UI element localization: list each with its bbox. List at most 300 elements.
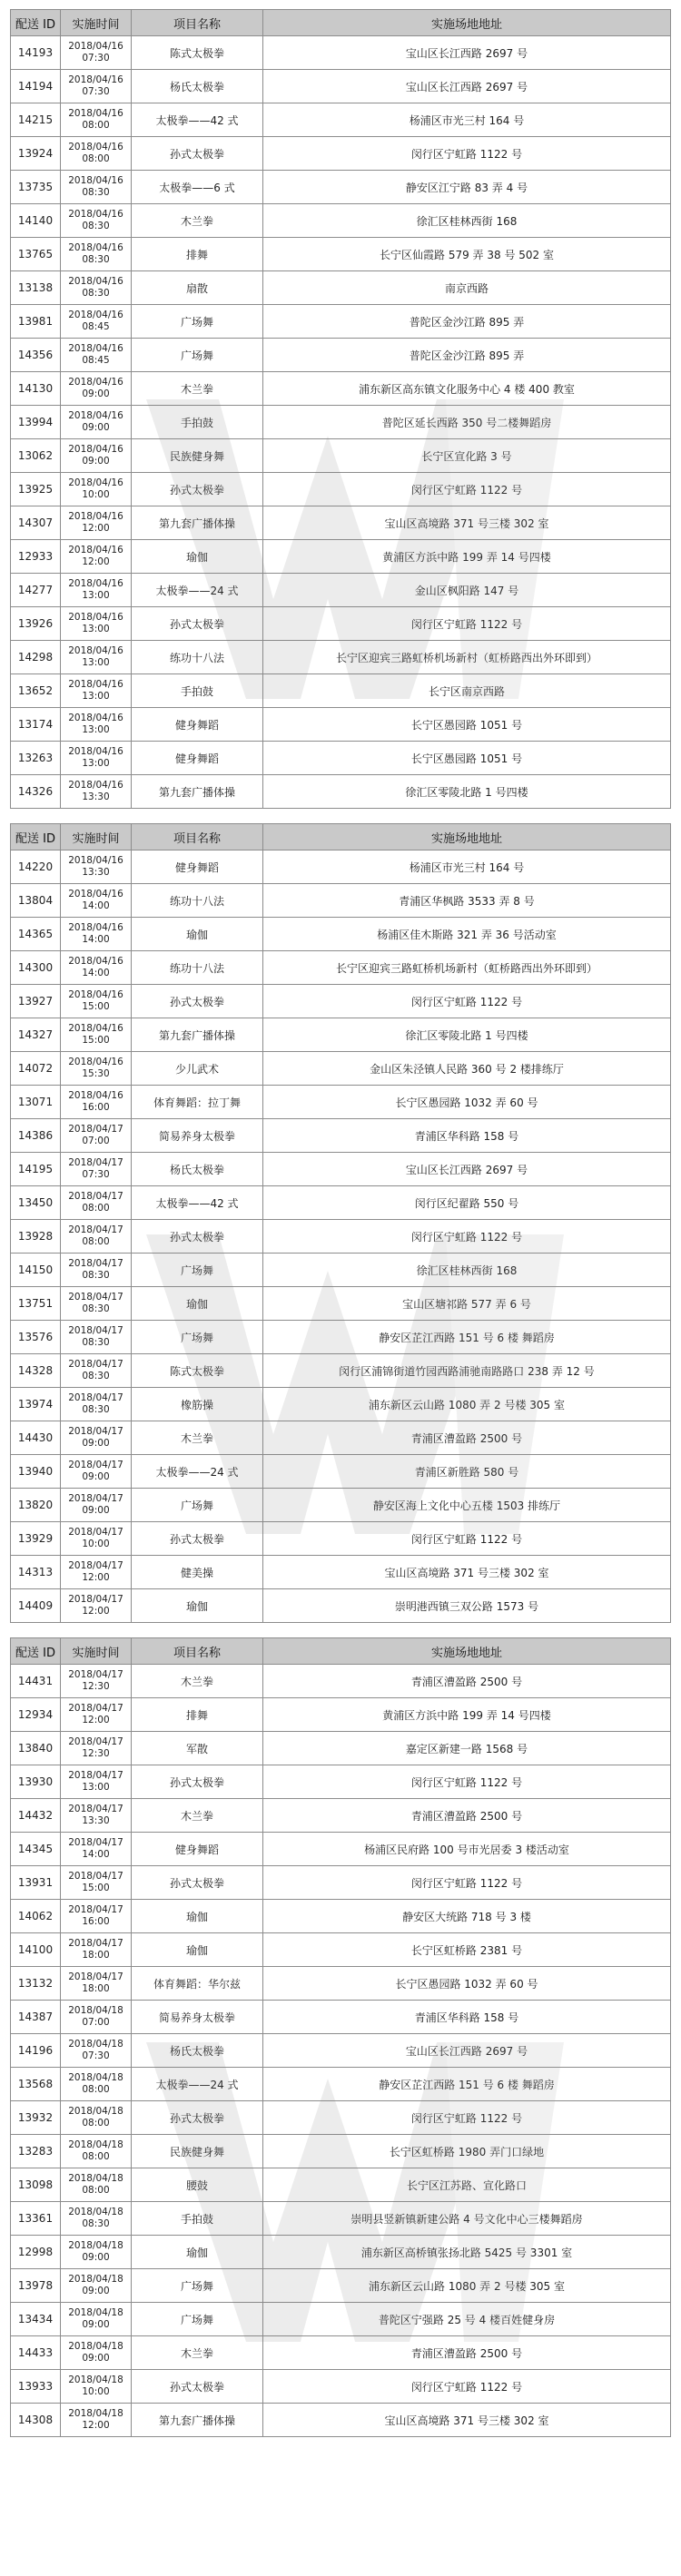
delivery-id-cell: 13994: [11, 406, 61, 439]
project-name-cell: 健美操: [132, 1556, 263, 1589]
project-name-cell: 杨氏太极拳: [132, 2034, 263, 2068]
time-cell: 2018/04/17 10:00: [61, 1522, 132, 1556]
project-name-cell: 太极拳——24 式: [132, 2068, 263, 2101]
project-name-cell: 广场舞: [132, 1321, 263, 1354]
time-cell: 2018/04/18 09:00: [61, 2236, 132, 2269]
project-name-cell: 木兰拳: [132, 1421, 263, 1455]
header-venue-address: 实施场地地址: [263, 1638, 671, 1665]
table-row: [11, 2404, 671, 2437]
venue-address-cell: 青浦区华科路 158 号: [263, 1119, 671, 1153]
project-name-cell: 孙式太极拳: [132, 1866, 263, 1900]
table-row: [11, 439, 671, 473]
venue-address-cell: 徐汇区桂林西街 168: [263, 204, 671, 238]
time-cell: 2018/04/16 09:00: [61, 406, 132, 439]
table-row: [11, 2236, 671, 2269]
delivery-id-cell: 14433: [11, 2336, 61, 2370]
delivery-id-cell: 13434: [11, 2303, 61, 2336]
project-name-cell: 第九套广播体操: [132, 2404, 263, 2437]
venue-address-cell: 闵行区宁虹路 1122 号: [263, 1522, 671, 1556]
header-delivery-id: 配送 ID: [11, 10, 61, 36]
project-name-cell: 健身舞蹈: [132, 708, 263, 742]
venue-address-cell: 浦东新区云山路 1080 弄 2 号楼 305 室: [263, 1388, 671, 1421]
time-cell: 2018/04/17 13:00: [61, 1765, 132, 1799]
project-name-cell: 橡筋操: [132, 1388, 263, 1421]
project-name-cell: 排舞: [132, 238, 263, 271]
delivery-id-cell: 14431: [11, 1665, 61, 1698]
project-name-cell: 孙式太极拳: [132, 1522, 263, 1556]
venue-address-cell: 杨浦区市光三村 164 号: [263, 103, 671, 137]
project-name-cell: 太极拳——24 式: [132, 574, 263, 607]
table-row: [11, 1556, 671, 1589]
delivery-id-cell: 13927: [11, 985, 61, 1018]
delivery-id-cell: 14298: [11, 641, 61, 674]
delivery-id-cell: 13925: [11, 473, 61, 506]
delivery-id-cell: 14313: [11, 1556, 61, 1589]
table-row: [11, 775, 671, 809]
table-row: [11, 1153, 671, 1186]
schedule-table-3: [10, 1637, 671, 2437]
time-cell: 2018/04/17 08:30: [61, 1354, 132, 1388]
table-row: [11, 1900, 671, 1933]
time-cell: 2018/04/16 13:00: [61, 708, 132, 742]
delivery-id-cell: 13263: [11, 742, 61, 775]
venue-address-cell: 金山区枫阳路 147 号: [263, 574, 671, 607]
header-delivery-id: 配送 ID: [11, 1638, 61, 1665]
project-name-cell: 孙式太极拳: [132, 1220, 263, 1254]
delivery-id-cell: 12933: [11, 540, 61, 574]
table-row: [11, 2034, 671, 2068]
time-cell: 2018/04/18 08:00: [61, 2168, 132, 2202]
venue-address-cell: 闵行区宁虹路 1122 号: [263, 1866, 671, 1900]
table-row: [11, 103, 671, 137]
time-cell: 2018/04/16 08:45: [61, 339, 132, 372]
time-cell: 2018/04/17 16:00: [61, 1900, 132, 1933]
time-cell: 2018/04/17 12:30: [61, 1732, 132, 1765]
delivery-id-cell: 14326: [11, 775, 61, 809]
time-cell: 2018/04/16 13:00: [61, 607, 132, 641]
time-cell: 2018/04/16 15:00: [61, 985, 132, 1018]
time-cell: 2018/04/18 09:00: [61, 2269, 132, 2303]
table-row: [11, 2370, 671, 2404]
venue-address-cell: 浦东新区云山路 1080 弄 2 号楼 305 室: [263, 2269, 671, 2303]
delivery-id-cell: 13361: [11, 2202, 61, 2236]
table-row: [11, 2202, 671, 2236]
venue-address-cell: 长宁区愚园路 1032 弄 60 号: [263, 1967, 671, 2001]
table-row: [11, 1833, 671, 1866]
table-row: [11, 1589, 671, 1623]
header-project-name: 项目名称: [132, 1638, 263, 1665]
project-name-cell: 瑜伽: [132, 918, 263, 951]
venue-address-cell: 静安区芷江西路 151 号 6 楼 舞蹈房: [263, 1321, 671, 1354]
time-cell: 2018/04/16 07:30: [61, 70, 132, 103]
venue-address-cell: 徐汇区零陵北路 1 号四楼: [263, 1018, 671, 1052]
venue-address-cell: 闵行区宁虹路 1122 号: [263, 1220, 671, 1254]
time-cell: 2018/04/17 08:00: [61, 1186, 132, 1220]
project-name-cell: 孙式太极拳: [132, 1765, 263, 1799]
time-cell: 2018/04/16 14:00: [61, 951, 132, 985]
venue-address-cell: 长宁区虹桥路 1980 弄门口绿地: [263, 2135, 671, 2168]
header-project-name: 项目名称: [132, 824, 263, 850]
project-name-cell: 瑜伽: [132, 1589, 263, 1623]
delivery-id-cell: 13062: [11, 439, 61, 473]
table-row: [11, 1254, 671, 1287]
venue-address-cell: 嘉定区新建一路 1568 号: [263, 1732, 671, 1765]
project-name-cell: 广场舞: [132, 1254, 263, 1287]
time-cell: 2018/04/16 15:00: [61, 1018, 132, 1052]
venue-address-cell: 青浦区漕盈路 2500 号: [263, 1799, 671, 1833]
table-row: [11, 742, 671, 775]
time-cell: 2018/04/16 09:00: [61, 372, 132, 406]
venue-address-cell: 长宁区宣化路 3 号: [263, 439, 671, 473]
table-row: [11, 305, 671, 339]
time-cell: 2018/04/17 08:00: [61, 1220, 132, 1254]
time-cell: 2018/04/17 09:00: [61, 1455, 132, 1489]
delivery-id-cell: 14430: [11, 1421, 61, 1455]
time-cell: 2018/04/17 12:00: [61, 1556, 132, 1589]
time-cell: 2018/04/16 16:00: [61, 1086, 132, 1119]
delivery-id-cell: 14308: [11, 2404, 61, 2437]
time-cell: 2018/04/17 07:30: [61, 1153, 132, 1186]
project-name-cell: 木兰拳: [132, 372, 263, 406]
project-name-cell: 手拍鼓: [132, 406, 263, 439]
venue-address-cell: 闵行区宁虹路 1122 号: [263, 1765, 671, 1799]
delivery-id-cell: 13981: [11, 305, 61, 339]
project-name-cell: 第九套广播体操: [132, 1018, 263, 1052]
header-venue-address: 实施场地地址: [263, 824, 671, 850]
delivery-id-cell: 14195: [11, 1153, 61, 1186]
table-row: [11, 2168, 671, 2202]
header-time: 实施时间: [61, 1638, 132, 1665]
project-name-cell: 军散: [132, 1732, 263, 1765]
table-row: [11, 574, 671, 607]
delivery-id-cell: 13138: [11, 271, 61, 305]
header-project-name: 项目名称: [132, 10, 263, 36]
table-row: [11, 540, 671, 574]
time-cell: 2018/04/16 13:30: [61, 850, 132, 884]
project-name-cell: 孙式太极拳: [132, 2101, 263, 2135]
table-row: [11, 271, 671, 305]
header-delivery-id: 配送 ID: [11, 824, 61, 850]
project-name-cell: 广场舞: [132, 339, 263, 372]
table-row: [11, 2303, 671, 2336]
delivery-id-cell: 14130: [11, 372, 61, 406]
table-row: [11, 1119, 671, 1153]
venue-address-cell: 宝山区长江西路 2697 号: [263, 70, 671, 103]
time-cell: 2018/04/16 08:30: [61, 238, 132, 271]
venue-address-cell: 静安区大统路 718 号 3 楼: [263, 1900, 671, 1933]
venue-address-cell: 普陀区金沙江路 895 弄: [263, 305, 671, 339]
project-name-cell: 健身舞蹈: [132, 1833, 263, 1866]
venue-address-cell: 闵行区浦锦街道竹园西路浦驰南路路口 238 弄 12 号: [263, 1354, 671, 1388]
project-name-cell: 广场舞: [132, 305, 263, 339]
table-row: [11, 372, 671, 406]
delivery-id-cell: 13840: [11, 1732, 61, 1765]
delivery-id-cell: 14220: [11, 850, 61, 884]
delivery-id-cell: 14277: [11, 574, 61, 607]
venue-address-cell: 青浦区华科路 158 号: [263, 2001, 671, 2034]
venue-address-cell: 宝山区塘祁路 577 弄 6 号: [263, 1287, 671, 1321]
delivery-id-cell: 14100: [11, 1933, 61, 1967]
table-row: [11, 1321, 671, 1354]
project-name-cell: 木兰拳: [132, 1799, 263, 1833]
time-cell: 2018/04/16 13:00: [61, 742, 132, 775]
delivery-id-cell: 13933: [11, 2370, 61, 2404]
time-cell: 2018/04/16 10:00: [61, 473, 132, 506]
table-row: [11, 1086, 671, 1119]
table-row: [11, 2135, 671, 2168]
project-name-cell: 木兰拳: [132, 204, 263, 238]
project-name-cell: 瑜伽: [132, 1900, 263, 1933]
table-row: [11, 985, 671, 1018]
time-cell: 2018/04/16 14:00: [61, 918, 132, 951]
time-cell: 2018/04/18 09:00: [61, 2336, 132, 2370]
table-row: [11, 406, 671, 439]
project-name-cell: 孙式太极拳: [132, 473, 263, 506]
schedule-table-1: [10, 9, 671, 809]
time-cell: 2018/04/17 08:30: [61, 1388, 132, 1421]
schedule-table-2: [10, 823, 671, 1623]
table-row: [11, 1967, 671, 2001]
venue-address-cell: 杨浦区佳木斯路 321 弄 36 号活动室: [263, 918, 671, 951]
venue-address-cell: 闵行区宁虹路 1122 号: [263, 137, 671, 171]
time-cell: 2018/04/17 09:00: [61, 1421, 132, 1455]
project-name-cell: 广场舞: [132, 2303, 263, 2336]
table-row: [11, 36, 671, 70]
table-row: [11, 641, 671, 674]
delivery-id-cell: 13974: [11, 1388, 61, 1421]
time-cell: 2018/04/17 12:00: [61, 1589, 132, 1623]
delivery-id-cell: 13174: [11, 708, 61, 742]
delivery-id-cell: 13283: [11, 2135, 61, 2168]
time-cell: 2018/04/16 08:00: [61, 137, 132, 171]
delivery-id-cell: 14193: [11, 36, 61, 70]
project-name-cell: 广场舞: [132, 1489, 263, 1522]
venue-address-cell: 青浦区漕盈路 2500 号: [263, 1421, 671, 1455]
delivery-id-cell: 13804: [11, 884, 61, 918]
venue-address-cell: 徐汇区零陵北路 1 号四楼: [263, 775, 671, 809]
delivery-id-cell: 13924: [11, 137, 61, 171]
time-cell: 2018/04/18 08:00: [61, 2101, 132, 2135]
delivery-id-cell: 14072: [11, 1052, 61, 1086]
table-row: [11, 1866, 671, 1900]
venue-address-cell: 长宁区迎宾三路虹桥机场新村（虹桥路西出外环即到）: [263, 641, 671, 674]
delivery-id-cell: 14365: [11, 918, 61, 951]
time-cell: 2018/04/16 13:30: [61, 775, 132, 809]
table-row: [11, 2269, 671, 2303]
table-row: [11, 1799, 671, 1833]
project-name-cell: 手拍鼓: [132, 674, 263, 708]
delivery-id-cell: 13940: [11, 1455, 61, 1489]
venue-address-cell: 黄浦区方浜中路 199 弄 14 号四楼: [263, 1698, 671, 1732]
project-name-cell: 木兰拳: [132, 2336, 263, 2370]
table-row: [11, 339, 671, 372]
venue-address-cell: 浦东新区高东镇文化服务中心 4 楼 400 教室: [263, 372, 671, 406]
table-row: [11, 1421, 671, 1455]
table-row: [11, 1287, 671, 1321]
time-cell: 2018/04/17 14:00: [61, 1833, 132, 1866]
project-name-cell: 瑜伽: [132, 1287, 263, 1321]
delivery-id-cell: 13132: [11, 1967, 61, 2001]
delivery-id-cell: 13926: [11, 607, 61, 641]
time-cell: 2018/04/18 08:00: [61, 2135, 132, 2168]
document-page: [10, 0, 671, 2437]
header-time: 实施时间: [61, 10, 132, 36]
table-row: [11, 506, 671, 540]
delivery-id-cell: 14356: [11, 339, 61, 372]
venue-address-cell: 普陀区宁强路 25 号 4 楼百姓健身房: [263, 2303, 671, 2336]
venue-address-cell: 闵行区宁虹路 1122 号: [263, 473, 671, 506]
delivery-id-cell: 13568: [11, 2068, 61, 2101]
time-cell: 2018/04/18 08:00: [61, 2068, 132, 2101]
venue-address-cell: 普陀区金沙江路 895 弄: [263, 339, 671, 372]
table-row: [11, 951, 671, 985]
table-row: [11, 1732, 671, 1765]
venue-address-cell: 长宁区虹桥路 2381 号: [263, 1933, 671, 1967]
delivery-id-cell: 13098: [11, 2168, 61, 2202]
table-row: [11, 70, 671, 103]
venue-address-cell: 长宁区南京西路: [263, 674, 671, 708]
table-header-row: [11, 1638, 671, 1665]
venue-address-cell: 浦东新区高桥镇张扬北路 5425 号 3301 室: [263, 2236, 671, 2269]
table-row: [11, 1018, 671, 1052]
delivery-id-cell: 13820: [11, 1489, 61, 1522]
delivery-id-cell: 13928: [11, 1220, 61, 1254]
project-name-cell: 腰鼓: [132, 2168, 263, 2202]
venue-address-cell: 黄浦区方浜中路 199 弄 14 号四楼: [263, 540, 671, 574]
table-header-row: [11, 10, 671, 36]
time-cell: 2018/04/16 08:30: [61, 271, 132, 305]
time-cell: 2018/04/17 15:00: [61, 1866, 132, 1900]
project-name-cell: 广场舞: [132, 2269, 263, 2303]
project-name-cell: 瑜伽: [132, 1933, 263, 1967]
table-row: [11, 204, 671, 238]
project-name-cell: 木兰拳: [132, 1665, 263, 1698]
time-cell: 2018/04/18 07:00: [61, 2001, 132, 2034]
table-row: [11, 1698, 671, 1732]
time-cell: 2018/04/18 12:00: [61, 2404, 132, 2437]
venue-address-cell: 宝山区长江西路 2697 号: [263, 36, 671, 70]
project-name-cell: 少儿武术: [132, 1052, 263, 1086]
table-row: [11, 2101, 671, 2135]
project-name-cell: 排舞: [132, 1698, 263, 1732]
delivery-id-cell: 13071: [11, 1086, 61, 1119]
table-row: [11, 607, 671, 641]
delivery-id-cell: 14345: [11, 1833, 61, 1866]
table-row: [11, 1665, 671, 1698]
time-cell: 2018/04/18 07:30: [61, 2034, 132, 2068]
delivery-id-cell: 14328: [11, 1354, 61, 1388]
time-cell: 2018/04/17 18:00: [61, 1967, 132, 2001]
delivery-id-cell: 13450: [11, 1186, 61, 1220]
table-row: [11, 1489, 671, 1522]
delivery-id-cell: 14386: [11, 1119, 61, 1153]
venue-address-cell: 崇明县竖新镇新建公路 4 号文化中心三楼舞蹈房: [263, 2202, 671, 2236]
project-name-cell: 太极拳——24 式: [132, 1455, 263, 1489]
project-name-cell: 陈式太极拳: [132, 36, 263, 70]
venue-address-cell: 青浦区漕盈路 2500 号: [263, 2336, 671, 2370]
delivery-id-cell: 13652: [11, 674, 61, 708]
table-row: [11, 918, 671, 951]
project-name-cell: 太极拳——42 式: [132, 1186, 263, 1220]
delivery-id-cell: 13929: [11, 1522, 61, 1556]
time-cell: 2018/04/16 13:00: [61, 574, 132, 607]
venue-address-cell: 普陀区延长西路 350 号二楼舞蹈房: [263, 406, 671, 439]
venue-address-cell: 闵行区宁虹路 1122 号: [263, 2370, 671, 2404]
project-name-cell: 瑜伽: [132, 540, 263, 574]
table-row: [11, 473, 671, 506]
venue-address-cell: 闵行区宁虹路 1122 号: [263, 985, 671, 1018]
delivery-id-cell: 13735: [11, 171, 61, 204]
venue-address-cell: 长宁区愚园路 1051 号: [263, 708, 671, 742]
venue-address-cell: 闵行区宁虹路 1122 号: [263, 607, 671, 641]
venue-address-cell: 青浦区华枫路 3533 弄 8 号: [263, 884, 671, 918]
time-cell: 2018/04/16 12:00: [61, 540, 132, 574]
time-cell: 2018/04/17 09:00: [61, 1489, 132, 1522]
project-name-cell: 太极拳——42 式: [132, 103, 263, 137]
venue-address-cell: 长宁区愚园路 1051 号: [263, 742, 671, 775]
venue-address-cell: 静安区江宁路 83 弄 4 号: [263, 171, 671, 204]
time-cell: 2018/04/18 09:00: [61, 2303, 132, 2336]
venue-address-cell: 宝山区高境路 371 号三楼 302 室: [263, 1556, 671, 1589]
project-name-cell: 练功十八法: [132, 951, 263, 985]
delivery-id-cell: 13978: [11, 2269, 61, 2303]
project-name-cell: 瑜伽: [132, 2236, 263, 2269]
table-row: [11, 674, 671, 708]
table-row: [11, 884, 671, 918]
time-cell: 2018/04/18 10:00: [61, 2370, 132, 2404]
venue-address-cell: 青浦区漕盈路 2500 号: [263, 1665, 671, 1698]
delivery-id-cell: 14140: [11, 204, 61, 238]
project-name-cell: 太极拳——6 式: [132, 171, 263, 204]
project-name-cell: 孙式太极拳: [132, 607, 263, 641]
table-row: [11, 1933, 671, 1967]
venue-address-cell: 徐汇区桂林西街 168: [263, 1254, 671, 1287]
table-row: [11, 850, 671, 884]
venue-address-cell: 杨浦区民府路 100 号市光居委 3 楼活动室: [263, 1833, 671, 1866]
time-cell: 2018/04/17 07:00: [61, 1119, 132, 1153]
table-row: [11, 708, 671, 742]
time-cell: 2018/04/17 18:00: [61, 1933, 132, 1967]
delivery-id-cell: 14215: [11, 103, 61, 137]
table-row: [11, 1522, 671, 1556]
venue-address-cell: 长宁区迎宾三路虹桥机场新村（虹桥路西出外环即到）: [263, 951, 671, 985]
project-name-cell: 民族健身舞: [132, 2135, 263, 2168]
venue-address-cell: 青浦区新胜路 580 号: [263, 1455, 671, 1489]
time-cell: 2018/04/16 14:00: [61, 884, 132, 918]
delivery-id-cell: 14150: [11, 1254, 61, 1287]
venue-address-cell: 长宁区仙霞路 579 弄 38 号 502 室: [263, 238, 671, 271]
venue-address-cell: 金山区朱泾镇人民路 360 号 2 楼排练厅: [263, 1052, 671, 1086]
venue-address-cell: 宝山区高境路 371 号三楼 302 室: [263, 506, 671, 540]
table-row: [11, 2336, 671, 2370]
venue-address-cell: 闵行区纪翟路 550 号: [263, 1186, 671, 1220]
project-name-cell: 第九套广播体操: [132, 775, 263, 809]
project-name-cell: 扇散: [132, 271, 263, 305]
venue-address-cell: 静安区海上文化中心五楼 1503 排练厅: [263, 1489, 671, 1522]
project-name-cell: 手拍鼓: [132, 2202, 263, 2236]
time-cell: 2018/04/16 08:30: [61, 204, 132, 238]
table-row: [11, 1354, 671, 1388]
time-cell: 2018/04/17 12:30: [61, 1665, 132, 1698]
table-row: [11, 171, 671, 204]
time-cell: 2018/04/16 09:00: [61, 439, 132, 473]
delivery-id-cell: 14194: [11, 70, 61, 103]
time-cell: 2018/04/17 12:00: [61, 1698, 132, 1732]
time-cell: 2018/04/17 08:30: [61, 1254, 132, 1287]
project-name-cell: 孙式太极拳: [132, 2370, 263, 2404]
venue-address-cell: 长宁区江苏路、宣化路口: [263, 2168, 671, 2202]
project-name-cell: 练功十八法: [132, 641, 263, 674]
